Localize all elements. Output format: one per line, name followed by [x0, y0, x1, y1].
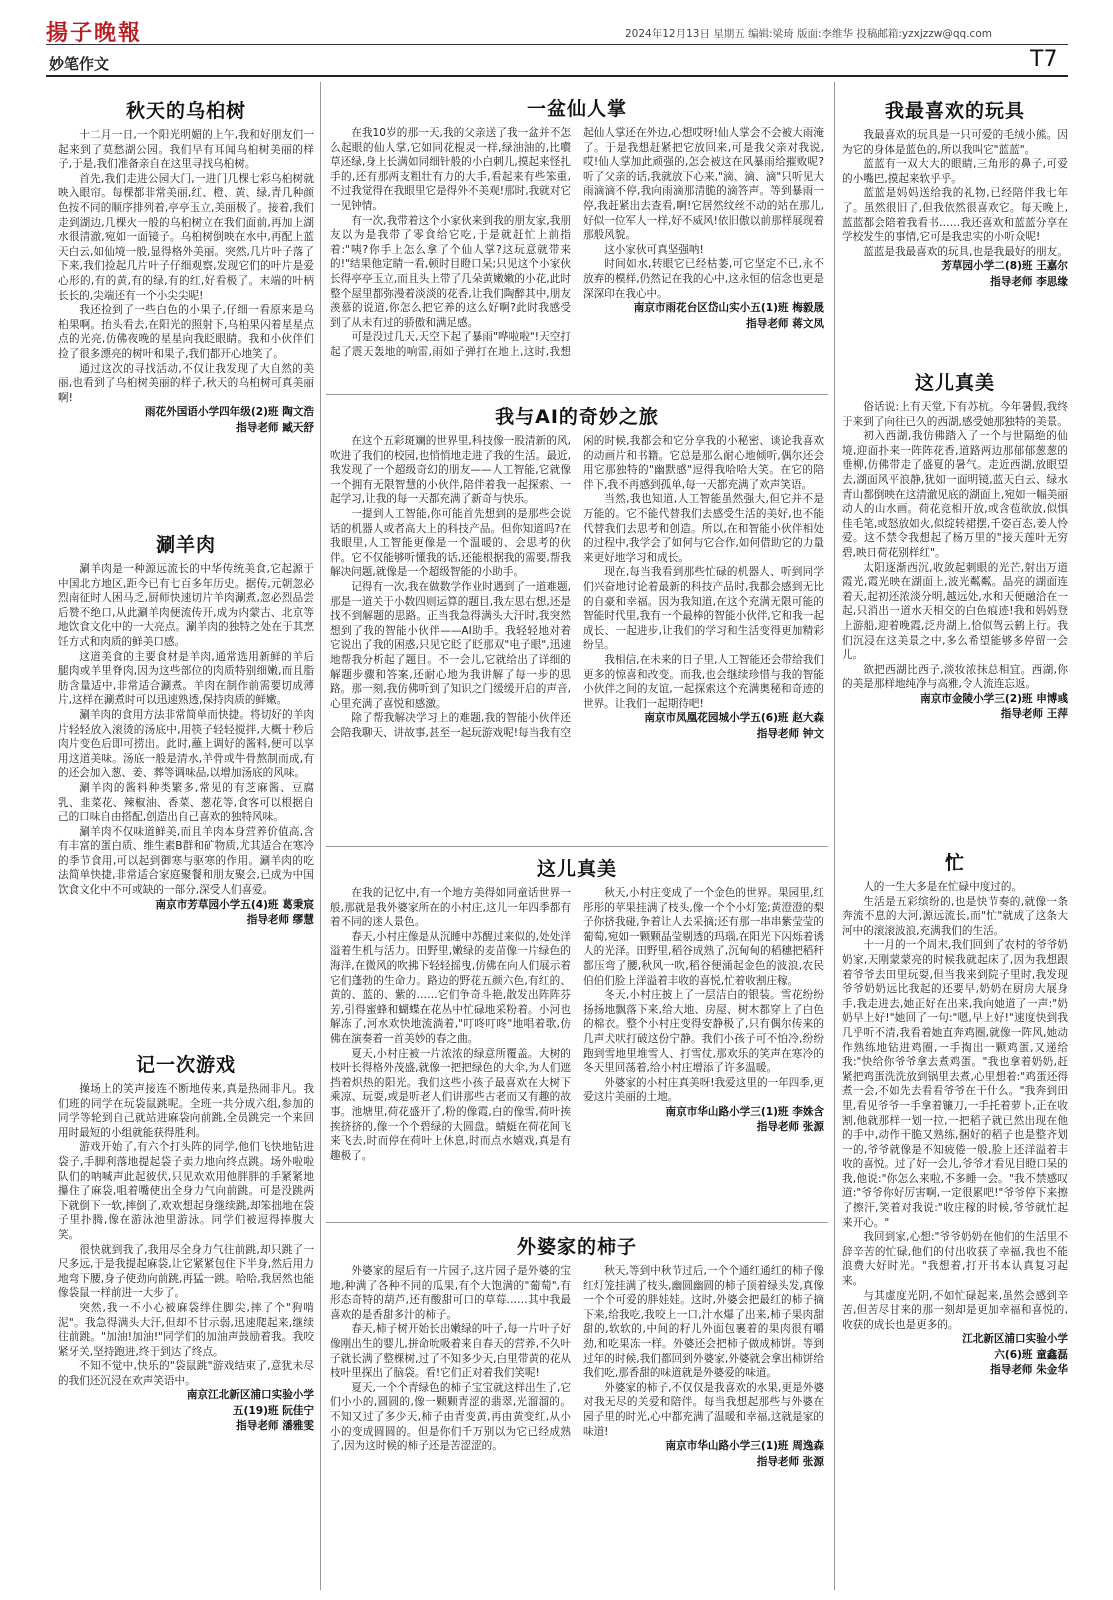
paragraph: 不知不觉中,快乐的"袋鼠跳"游戏结束了,意犹未尽的我们还沉浸在欢声笑语中。	[58, 1360, 314, 1387]
page-number: T7	[1030, 47, 1058, 72]
article-body	[842, 128, 1068, 259]
paragraph: 除了帮我解决学习上的难题,我的智能小伙伴还会陪我聊天、讲故事,甚至一起玩游戏呢!每当我有空闲的时候,我都会和它分享我的小秘密、谈论我喜欢的动画片和书籍。它总是那么耐心地倾听,偶尔还会用它那独特的"幽默感"逗得我哈哈大笑。在它的陪伴下,我不再感到孤单,每一天都充满了欢声笑语。	[330, 435, 824, 739]
paragraph: 通过这次的寻找活动,不仅让我发现了大自然的美丽,也看到了乌桕树美丽的样子,秋天的乌桕树可真美丽啊!	[58, 362, 314, 404]
article-title: 外婆家的柿子	[516, 1236, 637, 1258]
article-body	[330, 1264, 824, 1470]
article-zheermei-village	[330, 856, 824, 1218]
paragraph: 十一月的一个周末,我们回到了农村的爷爷奶奶家,天刚蒙蒙亮的时候我就起床了,因为我想跟着爷爷去田里玩耍,但当我来到院子里时,我发现爷爷奶奶远比我起的还要早,奶奶在厨房大展身手,我走进去,她正好在出来,我向她道了一声:"奶奶早上好!"她回了一句:"嗯,早上好!"速度快到我几乎听不清,我看着她直奔鸡圈,就像一阵风,她动作熟练地钻进鸡圈,一手掏出一颗鸡蛋,又递给我:"快给你爷爷拿去煮鸡蛋。"我也拿着奶奶,赶紧把鸡蛋洗洗放到锅里去煮,心里想着:"鸡蛋还得煮一会,不如先去看看爷爷在干什么。"我奔到田里,看见爷爷一手拿着镰刀,一手托着萝卜,正在收割,他就那样一划一拉,一把稻子就已然出现在他的手中,动作干脆又熟练,捆好的稻子也是整齐划一的,爷爷就像是不知疲倦一般,脸上还洋溢着丰收的喜悦。过了好一会儿,爷爷才看见目瞪口呆的我,他说:"你怎么来啦,不多睡一会。"我不禁感叹道:"爷爷你好厉害啊,一定很累吧!"爷爷停下来擦了擦汗,笑着对我说:"收庄稼的时候,爷爷就忙起来开心。"	[842, 939, 1068, 1229]
paragraph: 秋天,等到中秋节过后,一个个通红通红的柿子像红灯笼挂满了枝头,幽圆幽圆的柿子顶着绿头发,真像一个个可爱的胖娃娃。这时,外婆会把最红的柿子摘下来,给我吃,我咬上一口,汁水爆了出来,柿子果肉甜甜的,软软的,中间的籽儿外面包裹着的果肉很有嚼劲,和吃果冻一样。外婆还会把柿子做成柿饼。等到过年的时候,我们都回到外婆家,外婆就会拿出柿饼给我们吃,那香甜的味道就是外婆爱的味道。	[583, 1265, 824, 1380]
article-shuanyang	[58, 532, 314, 1040]
teacher-line: 指导老师 钟文	[756, 727, 824, 740]
paragraph: 涮羊肉不仅味道鲜美,而且羊肉本身营养价值高,含有丰富的蛋白质、维生素B群和矿物质,尤其适合在寒冷的季节食用,可以起到御寒与驱寒的作用。涮羊肉的吃法简单快捷,非常适合家庭聚餐和朋友聚会,已成为中国饮食文化中不可或缺的一部分,深受人们喜爱。	[58, 825, 314, 897]
author-line: 雨花外国语小学四年级(2)班 陶文浩	[144, 406, 314, 419]
article-title: 忙	[944, 852, 965, 874]
paragraph: 游戏开始了,有六个打头阵的同学,他们飞快地钻进袋子,手脚利落地提起袋子卖力地向终点跳。场外啦啦队们的呐喊声此起彼伏,只见欢欢用他胖胖的手紧紧地攥住了麻袋,咀着嘴使出全身力气向前跳。可是没跳两下就倒下一软,摔倒了,欢欢想起身继续跳,却笨拙地在袋子里扑腾,像在游泳池里游泳。同学们被逗得捧腹大笑。	[58, 1141, 314, 1241]
paragraph: 时间如水,转眼它已经枯萎,可它坚定不已,永不放弃的模样,仍然记在我的心中,这永恒的信念也更是深深印在我心中。	[583, 258, 824, 300]
article-divider	[326, 394, 828, 395]
article-title: 我最喜欢的玩具	[884, 100, 1025, 122]
article-body	[842, 400, 1068, 692]
article-zheermei-xihu	[842, 370, 1068, 840]
author-line: 南京市金陵小学三(2)班 申博彧	[920, 692, 1068, 705]
paragraph: 在我的记忆中,有一个地方美得如同童话世界一般,那就是我外婆家所在的小村庄,这儿一年四季都有着不同的迷人景色。	[330, 887, 571, 929]
school-line: 南京江北新区浦口实验小学	[186, 1389, 314, 1402]
paragraph: 我相信,在未来的日子里,人工智能还会带给我们更多的惊喜和改变。而我,也会继续珍惜与我的智能小伙伴之间的友谊,一起探索这个充满奥秘和奇迹的世界。让我们一起期待吧!	[583, 653, 824, 710]
paragraph: 太阳逐渐西沉,收敛起刺眼的光芒,射出万道霞光,霞光映在湖面上,波光粼粼。晶亮的湖面连着天,起初还浓淡分明,越远处,水和天便融洽在一起,只消出一道水天相交的白色痕迹!我和妈妈登上游船,迎着晚霞,泛舟湖上,恰似驾云鹤上行。我们沉浸在这美景之中,多么希望能够多停留一会儿。	[842, 561, 1068, 662]
article-wanju	[842, 98, 1068, 362]
paragraph: 首先,我们走进公园大门,一进门几棵七彩乌桕树就映入眼帘。每棵都非常美丽,红、橙、黄、绿,青几种颜色按不同的顺序排列着,亭亭玉立,美丽极了。接着,我们走到湖边,几棵火一般的乌桕树立在我们面前,再加上湖水很清澈,宛如一面镜子。乌桕树倒映在水中,再配上蓝天白云,如仙境一般,显得格外美丽。突然,几片叶子落了下来,我们捡起几片叶子仔细观察,发现它们的叶片是爱心形的,有的黄,有的绿,有的红,好看极了。末端的叶柄长长的,尖端还有一个小尖尖呢!	[58, 172, 314, 302]
paragraph: 这道美食的主要食材是羊肉,通常选用新鲜的羊后腿肉或羊里脊肉,因为这些部位的肉质特别细嫩,而且脂肪含量适中,非常适合涮煮。羊肉在制作前需要切成薄片,这样在涮煮时可以迅速熟透,保持肉质的鲜嫩。	[58, 650, 314, 707]
author-line: 南京市芳草园小学五(4)班 葛秉宸	[155, 898, 314, 911]
teacher-line: 指导老师 朱金华	[990, 1364, 1068, 1377]
article-title: 一盆仙人掌	[526, 98, 627, 120]
teacher-line: 指导老师 潘雅雯	[236, 1420, 314, 1433]
article-wujiu	[58, 98, 314, 520]
article-title: 这儿真美	[914, 372, 995, 394]
article-body	[58, 128, 314, 405]
paragraph: 蓝蓝是我最喜欢的玩具,也是我最好的朋友。	[863, 245, 1068, 258]
article-xianrenzhang	[330, 96, 824, 390]
author-line: 南京市凤凰花园城小学五(6)班 赵大森	[644, 712, 824, 725]
paragraph: 可是没过几天,天空下起了暴雨"哗啦啦"!天空打起了震天轰地的响雷,雨如子弹打在地上,这时,我想起仙人掌还在外边,心想哎呀!仙人掌会不会被大雨淹了。于是我想赶紧把它放回来,可是我父亲对我说,哎!仙人掌加此顽强的,怎会被这在风暴雨给摧败呢?听了父亲的话,我就放下心来,"滴、滴、滴"只听见大雨滴滴不停,我向雨滴那清脆的滴答声。等到暴雨一停,我赶紧出去查看,啊!它居然纹丝不动的站在那儿,好似一位军人一样,好不威风!依旧傲以前那样展现着那般风貌。	[330, 127, 824, 358]
school-line: 江北新区浦口实验小学	[962, 1333, 1068, 1346]
paragraph: 外婆家的小村庄真美呀!我爱这里的一年四季,更爱这片美丽的土地。	[583, 1076, 824, 1104]
author-line: 南京市华山路小学三(1)班 李姝含	[665, 1105, 824, 1118]
paragraph: 这小家伙可真坚强呐!	[604, 243, 704, 256]
paragraph: 涮羊肉的食用方法非常简单而快捷。将切好的羊肉片轻轻放入滚烫的汤底中,用筷子轻轻搅拌,大概十秒后肉片变色后即可捞出。此时,蘸上调好的酱料,便可以享用这道美味。汤底一般是清水,羊骨或牛骨熬制而成,有的还会加入葱、姜、葬等调味品,以增加汤底的风味。	[58, 708, 314, 780]
author-line: 五(19)班 阮佳宁	[232, 1404, 314, 1417]
paragraph: 春天,小村庄像是从沉睡中苏醒过来似的,处处洋溢着生机与活力。田野里,嫩绿的麦苗像一片绿色的海洋,在微风的吹拂下轻轻摇曳,仿佛在向人们展示着它们蓬勃的生命力。路边的野花五颜六色,有红的、黄的、蓝的、紫的……它们争奇斗艳,散发出阵阵芬芳,引得蜜蜂和蝴蝶在花丛中忙碌地采粉着。小河也解冻了,河水欢快地流淌着,"叮咚叮咚"地唱着歌,仿佛在演奏着一首美妙的春之曲。	[330, 930, 571, 1045]
author-line: 南京市雨花台区岱山实小五(1)班 梅毅晟	[633, 302, 824, 315]
article-body	[330, 886, 824, 1163]
paragraph: 夏天,一个个青绿色的柿子宝宝就这样出生了,它们小小的,圆圆的,像一颗颗青涩的翡翠,光溜溜的。不知又过了多少天,柿子由青变黄,再由黄变红,从小小的变成圆圆的。但是你们千万别以为它已经成熟了,因为这时候的柿子还是苦涩涩的。	[330, 1381, 571, 1453]
teacher-line: 指导老师 缪慧	[246, 914, 314, 927]
paragraph: 外婆家的屋后有一片园子,这片园子是外婆的宝地,种满了各种不同的瓜果,有个大饱满的"葡萄",有形态奇特的葫芦,还有酸甜可口的草莓……其中我最喜欢的是香甜多汁的柿子。	[330, 1265, 571, 1321]
paragraph: 有一次,我带着这个小家伙来到我的朋友家,我朋友以为是我带了零食给它吃,于是就赶忙上前指着:"咦?你手上怎么拿了个仙人掌?这玩意就带来的!"结果他定睛一看,顿时目瞪口呆;只见这个小家伙长得亭亭玉立,而且头上带了几朵黄嫩嫩的小花,此时整个屋里都弥漫着淡淡的花香,让我们陶醉其中,朋友羡慕的说道,你怎么把它养的这么好啊?此时我感受到了从未有过的骄傲和满足感。	[330, 214, 571, 329]
paragraph: 夏天,小村庄被一片浓浓的绿意所覆盖。大树的枝叶长得格外茂盛,就像一把把绿色的大伞,为人们遮挡着炽热的阳光。我们这些小孩子最喜欢在大树下乘凉、玩耍,或是听老人们讲那些古老而又有趣的故事。池塘里,荷花盛开了,粉的像霞,白的像雪,荷叶挨挨挤挤的,像一个个碧绿的大圆盘。蜻蜓在荷花间飞来飞去,时而停在荷叶上休息,时而点水嬉戏,真是有趣极了。	[330, 1047, 571, 1162]
paragraph: 春天,柿子树开始长出嫩绿的叶子,每一片叶子好像刚出生的婴儿,拼命吮吸着来自春天的营养,不久叶子就长满了整棵树,过了不知多少天,白里带黄的花从枝叶里探出了脑袋。看!它们正对着我们笑呢!	[330, 1323, 571, 1380]
paragraph: 我回到家,心想:"爷爷奶奶在他们的生活里不辞辛苦的忙碌,他们的付出收获了幸福,我也不能浪费大好时光。"我想着,打开书本认真复习起来。	[842, 1231, 1068, 1288]
article-ai	[330, 404, 824, 842]
article-body	[58, 562, 314, 898]
article-title: 记一次游戏	[135, 1054, 236, 1076]
article-body	[330, 434, 824, 742]
article-shizi	[330, 1234, 824, 1590]
column-divider	[320, 82, 321, 1590]
paragraph: 一提到人工智能,你可能首先想到的是那些会说话的机器人或者高大上的科技产品。但你知道吗?在我眼里,人工智能更像是一个温暖的、会思考的伙伴。它不仅能够听懂我的话,还能根据我的需要,帮我解决问题,就像是一个超级智能的小助手。	[330, 507, 571, 579]
paragraph: 生活是五彩缤纷的,也是快节奏的,就像一条奔流不息的大河,源远流长,而"忙"就成了这条大河中的滚滚波浪,充满我们的生活。	[842, 895, 1068, 937]
author-line: 芳草园小学二(8)班 王嘉尔	[941, 260, 1068, 273]
paragraph: 记得有一次,我在做数学作业时遇到了一道难题,那是一道关于小数四则运算的题目,我左思右想,还是找不到解题的思路。正当我急得满头大汗时,我突然想到了我的智能小伙伴——AI助手。我轻轻地对着它说出了我的困惑,只见它眨了眨那双"电子眼",迅速地帮我分析起了题目。不一会儿,它就给出了详细的解题步骤和答案,还耐心地为我讲解了每一步的思路。那一刻,我仿佛听到了知识之门缓缓开启的声音,心里充满了喜悦和感激。	[330, 580, 571, 710]
article-youxi	[58, 1052, 314, 1588]
author-line: 六(6)班 童鑫磊	[994, 1348, 1068, 1361]
teacher-line: 指导老师 张源	[756, 1455, 824, 1468]
paragraph: 操场上的笑声接连不断地传来,真是热闹非凡。我们班的同学在玩袋鼠跳呢。全班一共分成六组,参加的同学等轮到自己就站进麻袋向前跳,全员跳完一个来回用时最短的小组就能获得胜利。	[58, 1083, 314, 1139]
paragraph: 俗话说:上有天堂,下有苏杭。今年暑假,我终于来到了向往已久的西湖,感受她那独特的美景。	[842, 401, 1068, 428]
paragraph: 冬天,小村庄披上了一层洁白的银装。雪花纷纷扬扬地飘落下来,给大地、房屋、树木都穿上了白色的棉衣。整个小村庄变得安静极了,只有偶尔传来的几声犬吠打破这份宁静。我们小孩子可不怕冷,纷纷跑到雪地里堆雪人、打雪仗,那欢乐的笑声在寒冷的冬天里回荡着,给小村庄增添了许多温暖。	[583, 989, 824, 1075]
article-body	[842, 880, 1068, 1332]
paragraph: 现在,每当我看到那些忙碌的机器人、听到同学们兴奋地讨论着最新的科技产品时,我都会感到无比的自豪和幸福。因为我知道,在这个充满无限可能的智能时代里,我有一个最棒的智能小伙伴,它和我一起成长、一起进步,让我们的学习和生活变得更加精彩纷呈。	[583, 566, 824, 652]
article-divider	[326, 1222, 828, 1223]
article-divider	[326, 846, 828, 847]
paragraph: 秋天,小村庄变成了一个金色的世界。果园里,红彤彤的苹果挂满了枝头,像一个个小灯笼;黄澄澄的梨子你挤我碰,争着让人去采摘;还有那一串串紫莹莹的葡萄,宛如一颗颗晶莹剔透的玛瑙,在阳光下闪烁着诱人的光泽。田野里,稻谷成熟了,沉甸甸的稻穗把稻秆都压弯了腰,秋风一吹,稻谷便涌起金色的波浪,农民伯伯们脸上洋溢着丰收的喜悦,忙着收割庄稼。	[583, 887, 824, 987]
paragraph: 人的一生大多是在忙碌中度过的。	[863, 881, 1023, 893]
paragraph: 欲把西湖比西子,淡妆浓抹总相宜。西湖,你的美是那样地纯净与高雅,令人流连忘返。	[842, 663, 1068, 691]
paragraph: 十二月一日,一个阳光明媚的上午,我和好朋友们一起来到了莫愁湖公园。我们早有耳闻乌桕树美丽的样子,于是,我们准备亲自在这里寻找乌桕树。	[58, 129, 314, 171]
paragraph: 蓝蓝是妈妈送给我的礼物,已经陪伴我七年了。虽然很旧了,但我依然很喜欢它。每天晚上,蓝蓝都会陪着我看书……我还喜欢和蓝蓝分享在学校发生的事情,它可是我忠实的小听众呢!	[842, 187, 1068, 244]
paragraph: 蓝蓝有一双大大的眼睛,三角形的鼻子,可爱的小嘴巴,摸起来软乎乎。	[842, 158, 1068, 185]
paragraph: 外婆家的柿子,不仅仅是我喜欢的水果,更是外婆对我无尽的关爱和陪伴。每当我想起那些与外婆在园子里的时光,心中都充满了温暖和幸福,这就是家的味道!	[583, 1381, 824, 1438]
issue-info: 2024年12月13日 星期五 编辑:梁琦 版面:李维华 投稿邮箱:yzxjzzw@qq.com	[625, 28, 992, 40]
paragraph: 我还捡到了一些白色的小果子,仔细一看原来是乌桕果啊。抬头看去,在阳光的照射下,乌桕果闪着星星点点的光亮,仿佛夜晚的星星向我眨眼睛。我和小伙伴们捡了很多漂亮的树叶和果子,我们都开心地笑了。	[58, 304, 314, 360]
author-line: 南京市华山路小学三(1)班 周逸森	[665, 1440, 824, 1453]
teacher-line: 指导老师 臧天舒	[236, 421, 314, 434]
article-title: 涮羊肉	[155, 534, 216, 556]
article-title: 这儿真美	[536, 858, 617, 880]
paragraph: 涮羊肉是一种源远流长的中华传统美食,它起源于中国北方地区,距今已有七百多年历史。据传,元朝忽必烈南征时人困马乏,厨师快速切片羊肉涮煮,忽必烈品尝后赞不绝口,从此涮羊肉便流传开,成为内蒙古、北京等地饮食文化中的一大亮点。涮羊肉的独特之处在于其烹饪方式和肉质的鲜美口感。	[58, 563, 314, 648]
header-rule-top	[46, 44, 1068, 45]
article-title: 秋天的乌桕树	[125, 100, 246, 122]
paragraph: 很快就到我了,我用尽全身力气往前跳,却只跳了一尺多远,于是我提起麻袋,让它紧紧包住下半身,然后用力地弯下腰,身子使劲向前跳,再猛一跳。哈哈,我居然也能像袋鼠一样前进一大步了。	[58, 1243, 314, 1300]
paragraph: 我最喜欢的玩具是一只可爱的毛绒小熊。因为它的身体是蓝色的,所以我叫它"蓝蓝"。	[842, 129, 1068, 156]
paragraph: 在这个五彩斑斓的世界里,科技像一股清新的风,吹进了我们的校园,也悄悄地走进了我的生活。最近,我发现了一个超级奇幻的朋友——人工智能,它就像一个拥有无限智慧的小伙伴,陪伴着我一起探索、一起学习,让我的每一天都充满了新奇与快乐。	[330, 435, 571, 506]
paragraph: 涮羊肉的酱料种类繁多,常见的有芝麻酱、豆腐乳、韭菜花、辣椒油、香菜、葱花等,食客可以根据自己的口味自由搭配,创造出自己喜欢的独特风味。	[58, 781, 314, 824]
paragraph: 在我10岁的那一天,我的父亲送了我一盆并不怎么起眼的仙人掌,它如同花棍灵一样,绿油油的,比嚽草还绿,身上长满如同细针般的小白刺儿,摸起来怪扎手的,还有那两支粗壮有力的大手,看起来有些笨重,不过我觉得在我眼里它是得外不美观!那时,我就对它一见钟情。	[330, 127, 571, 212]
paragraph: 初入西湖,我仿佛踏入了一个与世隔绝的仙境,迎面扑来一阵阵花香,道路两边那郁郁葱葱的垂柳,仿佛带走了盛夏的暑气。走近西湖,放眼望去,湖面风平浪静,犹如一面明镜,蓝天白云、绿水青山都倒映在这清澈见底的湖面上,宛如一幅美丽动人的山水画。荷花竞相开放,或含苞欲放,似惧佳毛笔,或怒放如火,似绽转裙摆,千姿百态,姜人怜爱。这不禁令我想起了杨万里的"接天莲叶无穷碧,映日荷花别样红"。	[842, 430, 1068, 559]
section-title: 妙笔作文	[49, 55, 110, 73]
teacher-line: 指导老师 蒋文凤	[746, 317, 824, 330]
paragraph: 当然,我也知道,人工智能虽然强大,但它并不是万能的。它不能代替我们去感受生活的美好,也不能代替我们去思考和创造。所以,在和智能小伙伴相处的过程中,我学会了如何与它合作,如何借助它的力量来更好地学习和成长。	[583, 493, 824, 564]
paragraph: 突然,我一不小心被麻袋绊住脚尖,摔了个"狗啃泥"。我急得满头大汗,但却不甘示弱,迅速爬起来,继续往前跳。"加油!加油!"同学们的加油声鼓励着我。我咬紧牙关,坚持跑进,终于到达了终点。	[58, 1301, 314, 1358]
teacher-line: 指导老师 张源	[756, 1121, 824, 1134]
newspaper-logo: 揚子晚報	[46, 20, 143, 46]
article-body	[330, 126, 824, 360]
column-divider	[834, 82, 835, 1590]
article-title: 我与AI的奇妙之旅	[495, 406, 659, 428]
article-mang	[842, 850, 1068, 1590]
teacher-line: 指导老师 李思缘	[990, 275, 1068, 288]
header-rule-bottom	[46, 75, 1068, 77]
article-body	[58, 1082, 314, 1388]
teacher-line: 指导老师 王萍	[1000, 708, 1068, 721]
paragraph: 与其虚度光阴,不如忙碌起来,虽然会感到辛苦,但苦尽甘来的那一刻却是更加幸福和喜悦的,收获的成长也是更多的。	[842, 1289, 1068, 1331]
